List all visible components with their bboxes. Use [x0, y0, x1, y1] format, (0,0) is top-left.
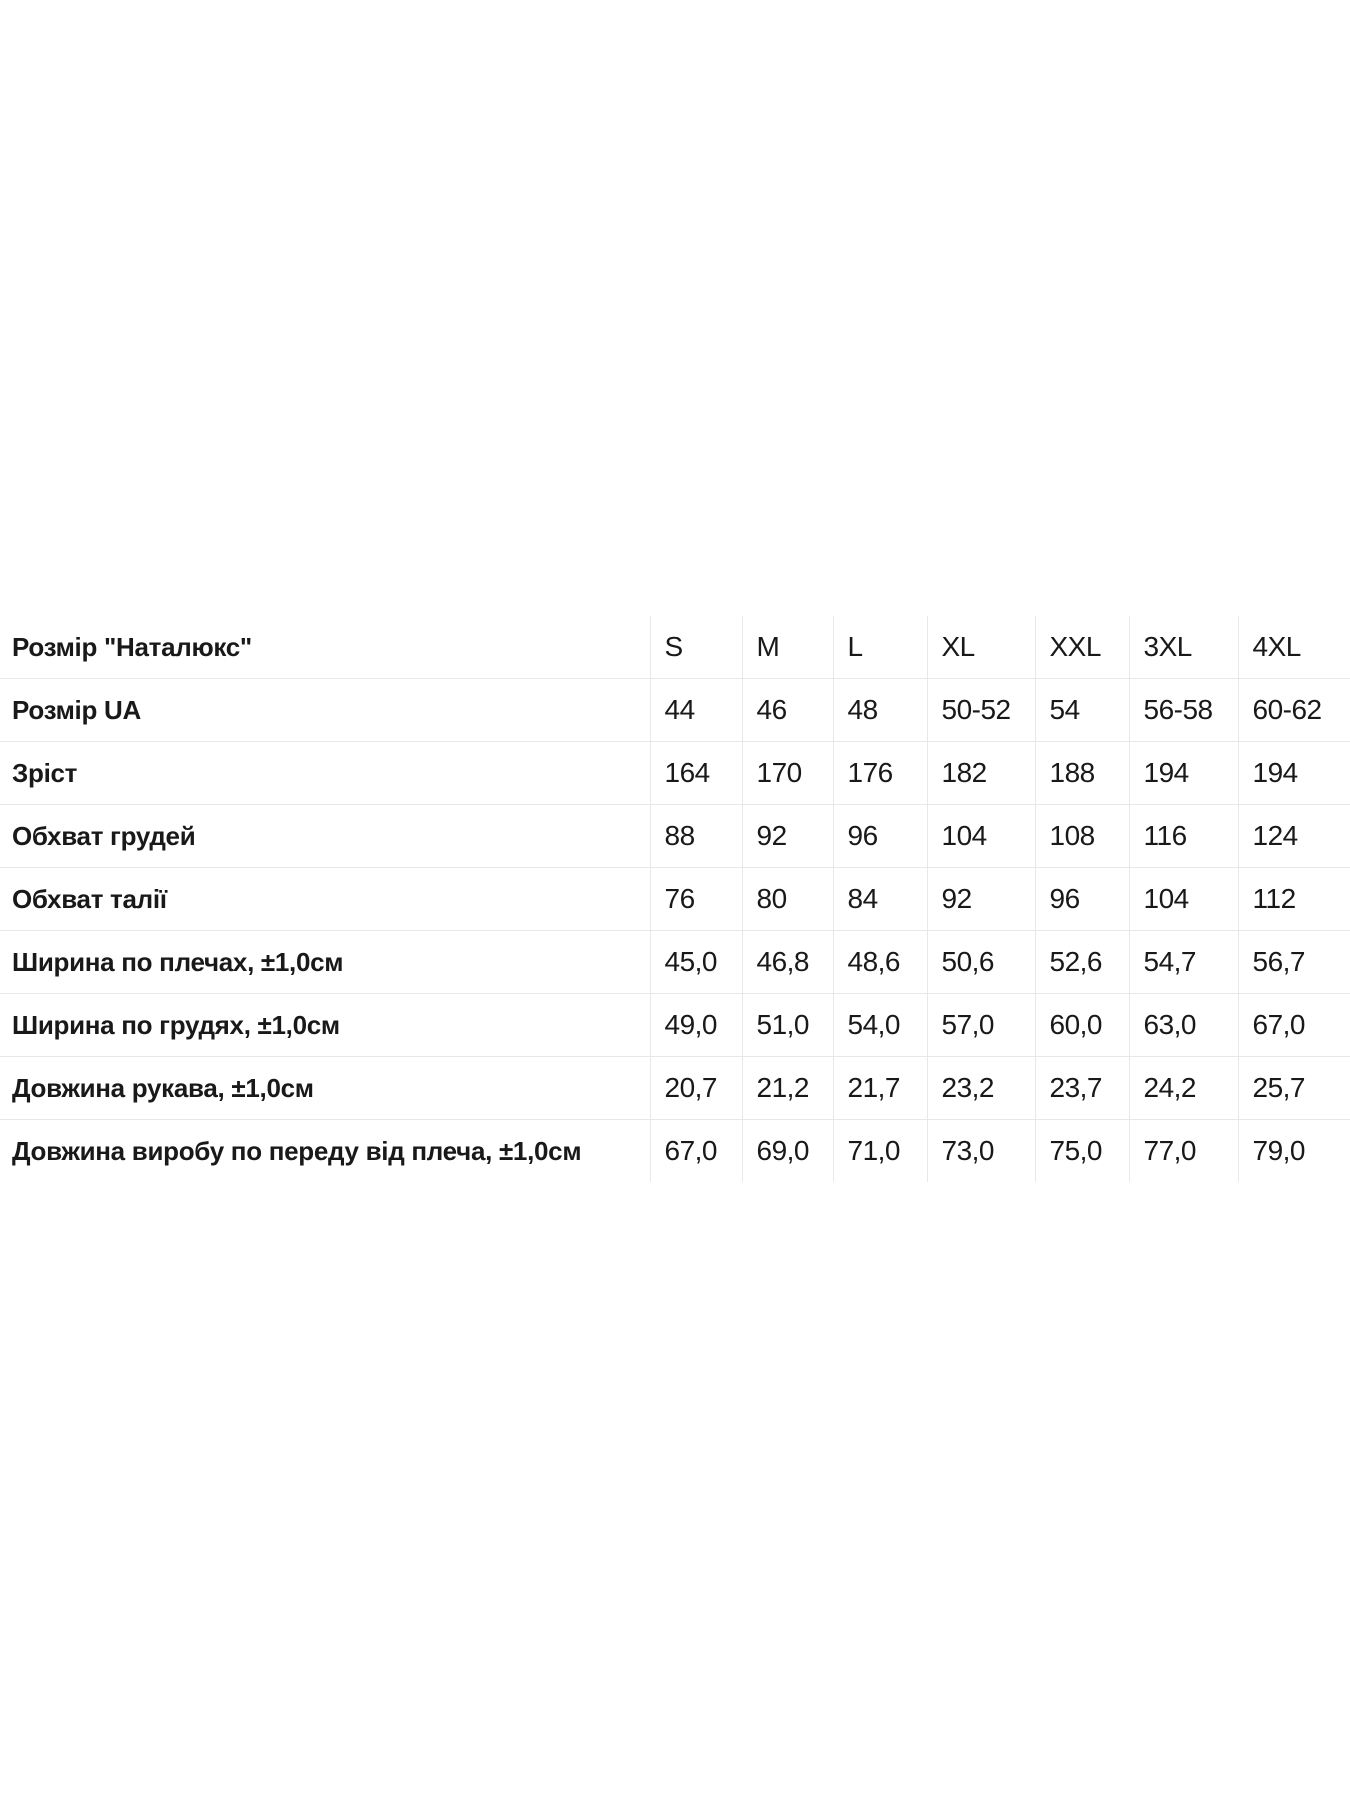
value-cell: 25,7	[1238, 1057, 1350, 1120]
row-label: Ширина по плечах, ±1,0см	[0, 931, 650, 994]
value-cell: 51,0	[742, 994, 833, 1057]
row-label: Довжина рукава, ±1,0см	[0, 1057, 650, 1120]
size-chart-table	[0, 616, 1350, 1182]
value-cell: 20,7	[650, 1057, 742, 1120]
row-label: Довжина виробу по переду від плеча, ±1,0см	[0, 1120, 650, 1183]
value-cell: 23,7	[1035, 1057, 1129, 1120]
value-cell: 124	[1238, 805, 1350, 868]
value-cell: 67,0	[1238, 994, 1350, 1057]
value-cell: 96	[1035, 868, 1129, 931]
value-cell: 79,0	[1238, 1120, 1350, 1183]
value-cell: 50-52	[927, 679, 1035, 742]
value-cell: 80	[742, 868, 833, 931]
value-cell: 54,0	[833, 994, 927, 1057]
header-label-cell: Розмір "Наталюкс"	[0, 616, 650, 679]
value-cell: 76	[650, 868, 742, 931]
value-cell: 45,0	[650, 931, 742, 994]
value-cell: 24,2	[1129, 1057, 1238, 1120]
value-cell: 50,6	[927, 931, 1035, 994]
value-cell: 21,2	[742, 1057, 833, 1120]
row-label: Розмір UA	[0, 679, 650, 742]
table-row	[0, 994, 1350, 1057]
row-label: Зріст	[0, 742, 650, 805]
row-label: Обхват талії	[0, 868, 650, 931]
value-cell: 23,2	[927, 1057, 1035, 1120]
value-cell: 194	[1129, 742, 1238, 805]
table-header-row	[0, 616, 1350, 679]
value-cell: 73,0	[927, 1120, 1035, 1183]
value-cell: 60-62	[1238, 679, 1350, 742]
size-column-header: L	[833, 616, 927, 679]
table-row	[0, 931, 1350, 994]
table-row	[0, 679, 1350, 742]
size-column-header: 3XL	[1129, 616, 1238, 679]
value-cell: 164	[650, 742, 742, 805]
table-row	[0, 1120, 1350, 1183]
value-cell: 56-58	[1129, 679, 1238, 742]
value-cell: 48,6	[833, 931, 927, 994]
value-cell: 48	[833, 679, 927, 742]
value-cell: 194	[1238, 742, 1350, 805]
value-cell: 21,7	[833, 1057, 927, 1120]
value-cell: 84	[833, 868, 927, 931]
value-cell: 96	[833, 805, 927, 868]
size-column-header: M	[742, 616, 833, 679]
row-label: Обхват грудей	[0, 805, 650, 868]
value-cell: 116	[1129, 805, 1238, 868]
value-cell: 104	[927, 805, 1035, 868]
value-cell: 46	[742, 679, 833, 742]
table-row	[0, 1057, 1350, 1120]
value-cell: 60,0	[1035, 994, 1129, 1057]
value-cell: 112	[1238, 868, 1350, 931]
table-row	[0, 742, 1350, 805]
value-cell: 182	[927, 742, 1035, 805]
value-cell: 71,0	[833, 1120, 927, 1183]
value-cell: 104	[1129, 868, 1238, 931]
value-cell: 57,0	[927, 994, 1035, 1057]
value-cell: 63,0	[1129, 994, 1238, 1057]
value-cell: 69,0	[742, 1120, 833, 1183]
value-cell: 52,6	[1035, 931, 1129, 994]
size-column-header: S	[650, 616, 742, 679]
value-cell: 44	[650, 679, 742, 742]
value-cell: 67,0	[650, 1120, 742, 1183]
value-cell: 92	[742, 805, 833, 868]
value-cell: 88	[650, 805, 742, 868]
value-cell: 77,0	[1129, 1120, 1238, 1183]
value-cell: 108	[1035, 805, 1129, 868]
row-label: Ширина по грудях, ±1,0см	[0, 994, 650, 1057]
value-cell: 92	[927, 868, 1035, 931]
value-cell: 176	[833, 742, 927, 805]
size-column-header: XXL	[1035, 616, 1129, 679]
value-cell: 56,7	[1238, 931, 1350, 994]
value-cell: 188	[1035, 742, 1129, 805]
value-cell: 46,8	[742, 931, 833, 994]
table-row	[0, 805, 1350, 868]
table-row	[0, 868, 1350, 931]
size-column-header: XL	[927, 616, 1035, 679]
value-cell: 54,7	[1129, 931, 1238, 994]
value-cell: 75,0	[1035, 1120, 1129, 1183]
value-cell: 49,0	[650, 994, 742, 1057]
size-column-header: 4XL	[1238, 616, 1350, 679]
value-cell: 170	[742, 742, 833, 805]
value-cell: 54	[1035, 679, 1129, 742]
